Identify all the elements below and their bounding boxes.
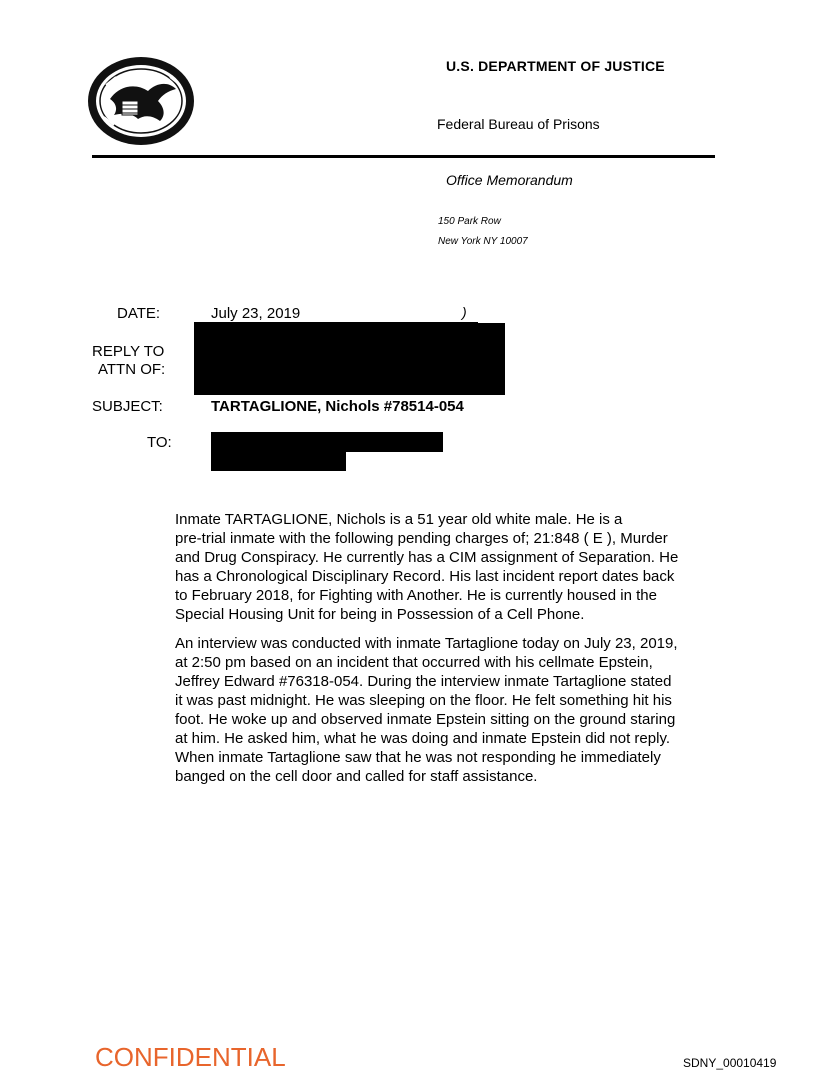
subject-label: SUBJECT: bbox=[92, 398, 163, 415]
redaction-block-to-2 bbox=[211, 452, 346, 471]
paragraph-line: When inmate Tartaglione saw that he was not responding he immediately bbox=[175, 749, 661, 766]
attn-of-label: ATTN OF: bbox=[98, 361, 166, 378]
paragraph-line: it was past midnight. He was sleeping on the floor. He felt something hit his bbox=[175, 692, 672, 709]
body-paragraph-2 bbox=[175, 634, 755, 786]
paragraph-line: Special Housing Unit for being in Possession of a Cell Phone. bbox=[175, 606, 585, 623]
redaction-block-to-1 bbox=[211, 432, 443, 452]
date-value: July 23, 2019 bbox=[211, 305, 301, 322]
paragraph-line: at him. He asked him, what he was doing and inmate Epstein did not reply. bbox=[175, 730, 670, 747]
doj-seal-icon bbox=[86, 55, 196, 147]
paragraph-line: Jeffrey Edward #76318-054. During the interview inmate Tartaglione stated bbox=[175, 673, 672, 690]
paragraph-line: banged on the cell door and called for staff assistance. bbox=[175, 768, 538, 785]
redaction-block-reply bbox=[194, 323, 505, 395]
handwritten-mark: ) bbox=[462, 304, 467, 320]
confidential-stamp: CONFIDENTIAL bbox=[95, 1042, 286, 1072]
subject-value: TARTAGLIONE, Nichols #78514-054 bbox=[211, 398, 464, 415]
document-id: SDNY_00010419 bbox=[683, 1056, 777, 1070]
paragraph-line: and Drug Conspiracy. He currently has a CIM assignment of Separation. He bbox=[175, 549, 679, 566]
paragraph-line: has a Chronological Disciplinary Record. His last incident report dates back bbox=[175, 568, 675, 585]
paragraph-line: to February 2018, for Fighting with Another. He is currently housed in the bbox=[175, 587, 657, 604]
paragraph-line: foot. He woke up and observed inmate Epstein sitting on the ground staring bbox=[175, 711, 676, 728]
body-paragraph-1 bbox=[175, 510, 755, 624]
department-title: U.S. DEPARTMENT OF JUSTICE bbox=[446, 58, 665, 74]
header-divider bbox=[92, 155, 715, 158]
reply-to-label: REPLY TO bbox=[92, 343, 165, 360]
address-line-1: 150 Park Row bbox=[438, 216, 501, 227]
to-label: TO: bbox=[147, 434, 172, 451]
paragraph-line: at 2:50 pm based on an incident that occurred with his cellmate Epstein, bbox=[175, 654, 653, 671]
paragraph-line: pre-trial inmate with the following pending charges of; 21:848 ( E ), Murder bbox=[175, 530, 668, 547]
address-line-2: New York NY 10007 bbox=[438, 236, 528, 247]
paragraph-line: An interview was conducted with inmate Tartaglione today on July 23, 2019, bbox=[175, 635, 678, 652]
paragraph-line: Inmate TARTAGLIONE, Nichols is a 51 year old white male. He is a bbox=[175, 511, 623, 528]
bureau-name: Federal Bureau of Prisons bbox=[437, 116, 600, 132]
date-label: DATE: bbox=[117, 305, 161, 322]
memo-type: Office Memorandum bbox=[446, 172, 573, 188]
